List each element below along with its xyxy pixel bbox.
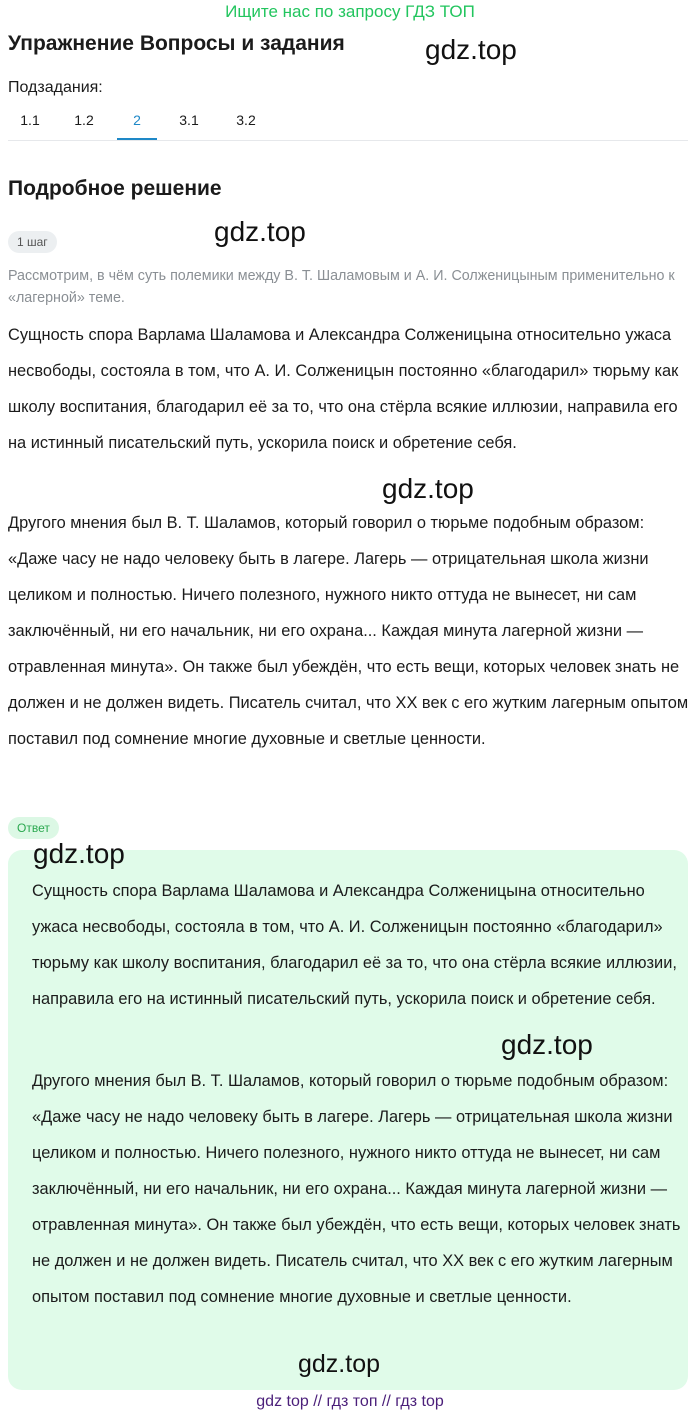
answer-badge: Ответ	[8, 817, 59, 839]
subtask-tabs	[8, 104, 688, 141]
tab-1-2[interactable]: 1.2	[74, 112, 94, 128]
answer-paragraph: Другого мнения был В. Т. Шаламов, который говорил о тюрьме подобным образом: «Даже часу не надо человеку быть в лагере. Лагерь — отрицательная школа жизни целиком и полностью. Ничего полезного, нужного никто оттуда не вынесет, ни сам заключённый, ни его начальник, ни его охрана... Каждая минута лагерной жизни — отравленная минута». Он также был убеждён, что есть вещи, которых человек знать не должен и не должен видеть. Писатель считал, что XX век с его жутким лагерным опытом поставил под сомнение многие духовные и светлые ценности.	[32, 1072, 681, 1306]
tab-3-2[interactable]: 3.2	[236, 112, 256, 128]
tab-2[interactable]: 2	[117, 104, 157, 140]
solution-paragraph: Другого мнения был В. Т. Шаламов, который говорил о тюрьме подобным образом: «Даже часу не надо человеку быть в лагере. Лагерь — отрицательная школа жизни целиком и полностью. Ничего полезного, нужного никто оттуда не вынесет, ни сам заключённый, ни его начальник, ни его охрана... Каждая минута лагерной жизни — отравленная минута». Он также был убеждён, что есть вещи, которых человек знать не должен и не должен видеть. Писатель считал, что XX век с его жутким лагерным опытом поставил под сомнение многие духовные и светлые ценности.	[8, 514, 689, 748]
page-title: Упражнение Вопросы и задания	[8, 32, 345, 55]
search-banner: Ищите нас по запросу ГДЗ ТОП	[225, 2, 475, 21]
solution-paragraph: Сущность спора Варлама Шаламова и Александра Солженицына относительно ужаса несвободы, состояла в том, что А. И. Солженицын постоянно «благодарил» тюрьму как школу воспитания, благодарил её за то, что она стёрла всякие иллюзии, направила его на истинный писательский путь, ускорила поиск и обретение себя.	[8, 326, 679, 452]
watermark: gdz.top	[425, 34, 517, 65]
step-description: Рассмотрим, в чём суть полемики между В. Т. Шаламовым и А. И. Солженицыным применительно к «лагерной» теме.	[8, 268, 675, 306]
subtasks-label: Подзадания:	[8, 79, 103, 96]
watermark: gdz.top	[214, 216, 306, 247]
solution-title: Подробное решение	[8, 177, 222, 200]
tab-1-1[interactable]: 1.1	[20, 112, 40, 128]
footer-watermark: gdz top // гдз топ // гдз top	[256, 1393, 444, 1410]
watermark: gdz.top	[298, 1350, 381, 1378]
answer-paragraph: Сущность спора Варлама Шаламова и Александра Солженицына относительно ужаса несвободы, состояла в том, что А. И. Солженицын постоянно «благодарил» тюрьму как школу воспитания, благодарил её за то, что она стёрла всякие иллюзии, направила его на истинный писательский путь, ускорила поиск и обретение себя.	[32, 882, 677, 1008]
tab-3-1[interactable]: 3.1	[179, 112, 199, 128]
step-badge: 1 шаг	[8, 231, 57, 253]
watermark: gdz.top	[33, 838, 125, 869]
watermark: gdz.top	[501, 1029, 593, 1060]
watermark: gdz.top	[382, 473, 474, 504]
